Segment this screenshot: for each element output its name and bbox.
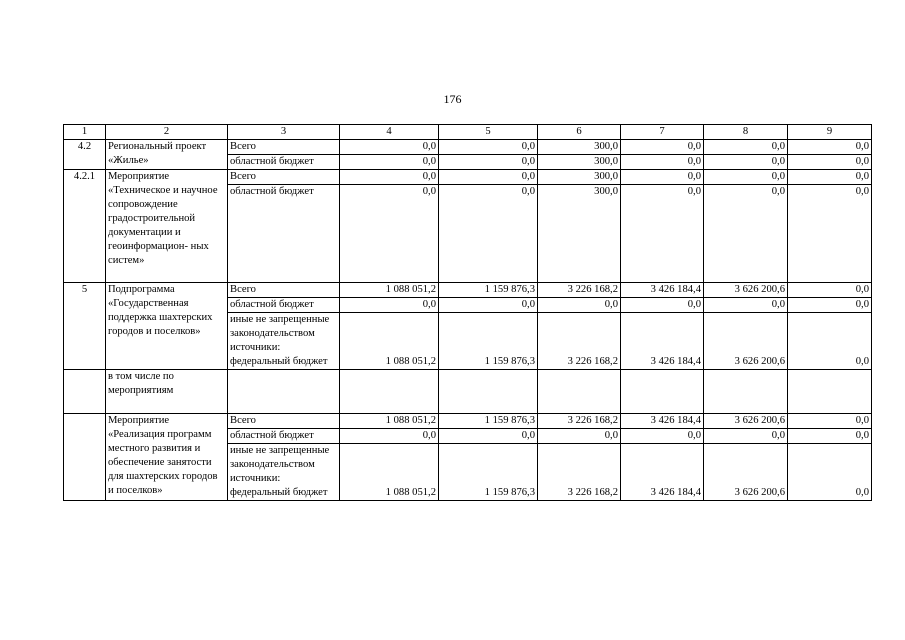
value-cell: 1 088 051,2 bbox=[340, 313, 439, 370]
funding-source: иные не запрещенные законодательством источники: федеральный бюджет bbox=[228, 313, 340, 370]
value-cell: 1 159 876,3 bbox=[439, 444, 538, 501]
value-cell: 0,0 bbox=[704, 298, 788, 313]
value-cell: 300,0 bbox=[538, 185, 621, 283]
value-cell: 0,0 bbox=[788, 185, 872, 283]
value-cell: 0,0 bbox=[340, 429, 439, 444]
value-cell: 3 426 184,4 bbox=[621, 313, 704, 370]
funding-source: Всего bbox=[228, 140, 340, 155]
empty-cell bbox=[704, 370, 788, 414]
value-cell: 0,0 bbox=[704, 155, 788, 170]
empty-cell bbox=[621, 370, 704, 414]
value-cell: 0,0 bbox=[340, 140, 439, 155]
value-cell: 1 159 876,3 bbox=[439, 414, 538, 429]
table-row bbox=[64, 140, 872, 155]
header-cell: 1 bbox=[64, 125, 106, 140]
funding-source: Всего bbox=[228, 414, 340, 429]
item-name: Подпрограмма «Государственная поддержка шахтерских городов и поселков» bbox=[106, 283, 228, 370]
item-code bbox=[64, 370, 106, 414]
value-cell: 0,0 bbox=[439, 155, 538, 170]
value-cell: 3 226 168,2 bbox=[538, 313, 621, 370]
value-cell: 0,0 bbox=[621, 155, 704, 170]
funding-source: иные не запрещенные законодательством источники: федеральный бюджет bbox=[228, 444, 340, 501]
item-code bbox=[64, 414, 106, 501]
value-cell: 0,0 bbox=[621, 298, 704, 313]
value-cell: 0,0 bbox=[439, 170, 538, 185]
table-row bbox=[64, 370, 872, 414]
budget-table bbox=[63, 124, 872, 501]
empty-cell bbox=[788, 370, 872, 414]
value-cell: 1 088 051,2 bbox=[340, 444, 439, 501]
value-cell: 0,0 bbox=[439, 298, 538, 313]
item-name: Региональный проект «Жилье» bbox=[106, 140, 228, 170]
value-cell: 0,0 bbox=[439, 140, 538, 155]
value-cell: 300,0 bbox=[538, 140, 621, 155]
empty-cell bbox=[538, 370, 621, 414]
value-cell: 3 226 168,2 bbox=[538, 414, 621, 429]
funding-source: Всего bbox=[228, 283, 340, 298]
value-cell: 0,0 bbox=[439, 429, 538, 444]
value-cell: 3 626 200,6 bbox=[704, 414, 788, 429]
table-row bbox=[64, 414, 872, 429]
table-row bbox=[64, 170, 872, 185]
header-cell: 9 bbox=[788, 125, 872, 140]
value-cell: 1 088 051,2 bbox=[340, 414, 439, 429]
funding-source: областной бюджет bbox=[228, 155, 340, 170]
header-cell: 3 bbox=[228, 125, 340, 140]
value-cell: 0,0 bbox=[788, 140, 872, 155]
value-cell: 3 426 184,4 bbox=[621, 444, 704, 501]
value-cell: 0,0 bbox=[788, 429, 872, 444]
header-cell: 8 bbox=[704, 125, 788, 140]
value-cell: 0,0 bbox=[621, 429, 704, 444]
empty-cell bbox=[439, 370, 538, 414]
funding-source: областной бюджет bbox=[228, 185, 340, 283]
value-cell: 0,0 bbox=[538, 429, 621, 444]
empty-cell bbox=[228, 370, 340, 414]
value-cell: 0,0 bbox=[704, 185, 788, 283]
value-cell: 0,0 bbox=[788, 313, 872, 370]
value-cell: 3 426 184,4 bbox=[621, 283, 704, 298]
value-cell: 0,0 bbox=[340, 155, 439, 170]
item-code: 5 bbox=[64, 283, 106, 370]
table-row bbox=[64, 283, 872, 298]
value-cell: 300,0 bbox=[538, 170, 621, 185]
funding-source: областной бюджет bbox=[228, 429, 340, 444]
funding-source: областной бюджет bbox=[228, 298, 340, 313]
value-cell: 0,0 bbox=[788, 283, 872, 298]
value-cell: 0,0 bbox=[788, 155, 872, 170]
value-cell: 0,0 bbox=[704, 170, 788, 185]
funding-source: Всего bbox=[228, 170, 340, 185]
value-cell: 0,0 bbox=[340, 170, 439, 185]
value-cell: 0,0 bbox=[340, 298, 439, 313]
value-cell: 3 226 168,2 bbox=[538, 283, 621, 298]
value-cell: 3 626 200,6 bbox=[704, 444, 788, 501]
value-cell: 3 626 200,6 bbox=[704, 313, 788, 370]
item-name: Мероприятие «Реализация программ местного развития и обеспечение занятости для шахтерских городов и поселков» bbox=[106, 414, 228, 501]
value-cell: 0,0 bbox=[788, 414, 872, 429]
page-number: 176 bbox=[443, 92, 462, 106]
value-cell: 1 159 876,3 bbox=[439, 313, 538, 370]
item-code: 4.2 bbox=[64, 140, 106, 170]
value-cell: 3 426 184,4 bbox=[621, 414, 704, 429]
value-cell: 0,0 bbox=[788, 444, 872, 501]
value-cell: 0,0 bbox=[538, 298, 621, 313]
value-cell: 0,0 bbox=[621, 185, 704, 283]
value-cell: 3 626 200,6 bbox=[704, 283, 788, 298]
value-cell: 0,0 bbox=[340, 185, 439, 283]
header-cell: 2 bbox=[106, 125, 228, 140]
header-row bbox=[64, 125, 872, 140]
value-cell: 3 226 168,2 bbox=[538, 444, 621, 501]
value-cell: 0,0 bbox=[704, 140, 788, 155]
value-cell: 1 088 051,2 bbox=[340, 283, 439, 298]
header-cell: 6 bbox=[538, 125, 621, 140]
item-name: Мероприятие «Техническое и научное сопровождение градостроительной документации и геоинформацион- ных систем» bbox=[106, 170, 228, 283]
value-cell: 0,0 bbox=[621, 170, 704, 185]
value-cell: 0,0 bbox=[704, 429, 788, 444]
value-cell: 1 159 876,3 bbox=[439, 283, 538, 298]
value-cell: 0,0 bbox=[621, 140, 704, 155]
value-cell: 0,0 bbox=[788, 170, 872, 185]
empty-cell bbox=[340, 370, 439, 414]
item-code: 4.2.1 bbox=[64, 170, 106, 283]
value-cell: 300,0 bbox=[538, 155, 621, 170]
header-cell: 4 bbox=[340, 125, 439, 140]
value-cell: 0,0 bbox=[788, 298, 872, 313]
header-cell: 7 bbox=[621, 125, 704, 140]
header-cell: 5 bbox=[439, 125, 538, 140]
item-name: в том числе по мероприятиям bbox=[106, 370, 228, 414]
value-cell: 0,0 bbox=[439, 185, 538, 283]
